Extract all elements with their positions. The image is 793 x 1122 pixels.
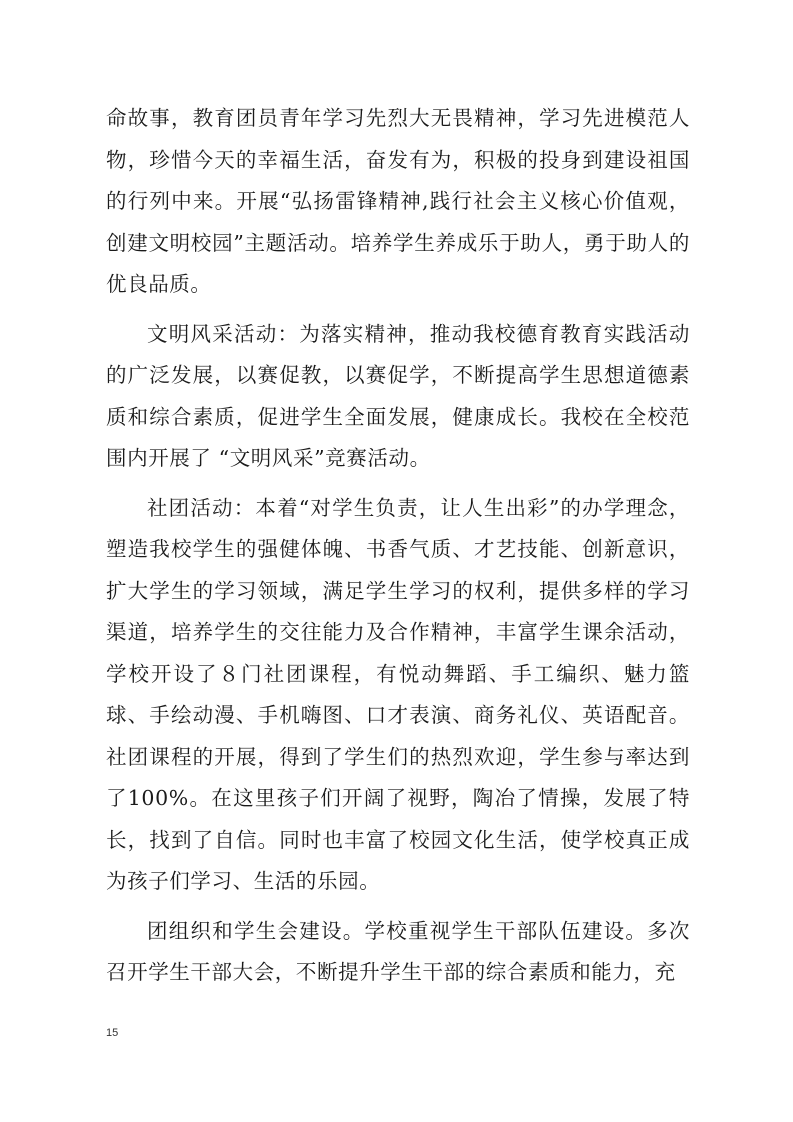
paragraph-story-education: 命故事，教育团员青年学习先烈大无畏精神，学习先进模范人物，珍惜今天的幸福生活，奋发有为，积极的投身到建设祖国的行列中来。开展“弘扬雷锋精神,践行社会主义核心价值观，创建文明校园”主题活动。培养学生养成乐于助人，勇于助人的优良品质。 [106,106,690,296]
paragraph-club-activity: 社团活动：本着“对学生负责，让人生出彩”的办学理念，塑造我校学生的强健体魄、书香气质、才艺技能、创新意识，扩大学生的学习领域，满足学生学习的权利，提供多样的学习渠道，培养学生的交往能力及合作精神，丰富学生课余活动，学校开设了８门社团课程，有悦动舞蹈、手工编织、魅力篮球、手绘动漫、手机嗨图、口才表演、商务礼仪、英语配音。社团课程的开展，得到了学生们的热烈欢迎，学生参与率达到了100%。在这里孩子们开阔了视野，陶冶了情操，发展了特长，找到了自信。同时也丰富了校园文化生活，使学校真正成为孩子们学习、生活的乐园。 [106,495,690,893]
paragraph-league-student-union: 团组织和学生会建设。学校重视学生干部队伍建设。多次召开学生干部大会，不断提升学生干部的综合素质和能力，充 [106,918,690,984]
paragraph-civilization-activity: 文明风采活动：为落实精神，推动我校德育教育实践活动的广泛发展，以赛促教，以赛促学，不断提高学生思想道德素质和综合素质，促进学生全面发展，健康成长。我校在全校范围内开展了 “文明风采”竞赛活动。 [106,321,690,470]
page-number: 15 [106,1027,119,1039]
document-body [106,98,690,1002]
